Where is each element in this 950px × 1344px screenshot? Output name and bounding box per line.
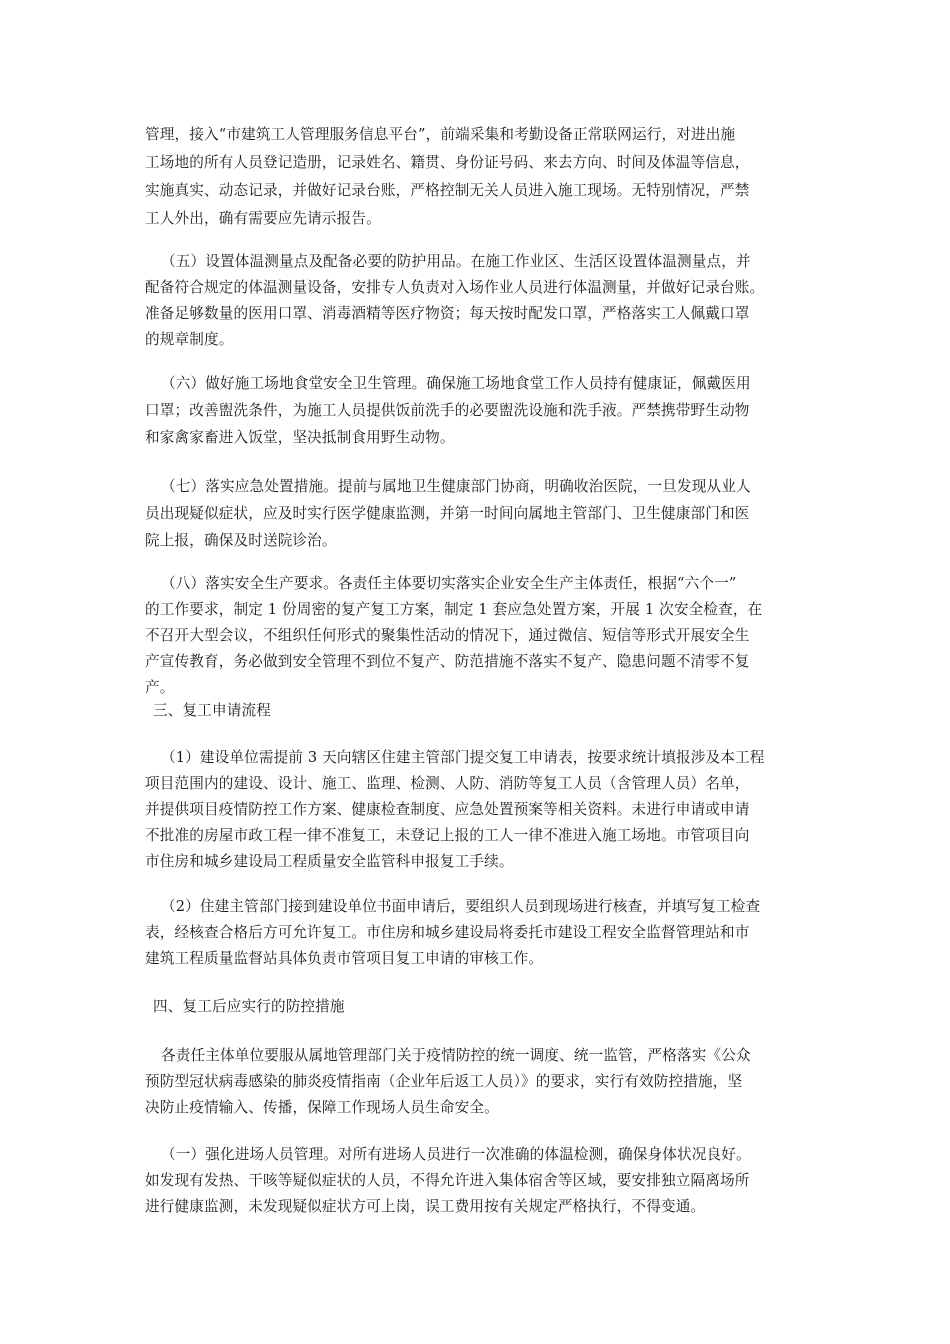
text-line: 产。: [145, 679, 175, 696]
text-line: （八）落实安全生产要求。各责任主体要切实落实企业安全生产主体责任，根据“六个一”: [161, 575, 737, 592]
text-line: 并提供项目疫情防控工作方案、健康检查制度、应急处置预案等相关资料。未进行申请或申请: [145, 801, 750, 818]
text-line: 员出现疑似症状，应及时实行医学健康监测，并第一时间向属地主管部门、卫生健康部门和医: [145, 505, 750, 522]
text-line: （五）设置体温测量点及配备必要的防护用品。在施工作业区、生活区设置体温测量点，并: [161, 253, 751, 270]
text-line: 院上报，确保及时送院诊治。: [145, 532, 337, 549]
text-line: 决防止疫情输入、传播，保障工作现场人员生命安全。: [145, 1099, 499, 1116]
text-line: （2）住建主管部门接到建设单位书面申请后，要组织人员到现场进行核查，并填写复工检查: [161, 898, 761, 915]
text-line: 工场地的所有人员登记造册，记录姓名、籍贯、身份证号码、来去方向、时间及体温等信息，: [145, 154, 750, 171]
text-line: 市住房和城乡建设局工程质量安全监管科申报复工手续。: [145, 853, 514, 870]
text-line: 产宣传教育，务必做到安全管理不到位不复产、防范措施不落实不复产、隐患问题不清零不复: [145, 653, 750, 670]
text-line: 预防型冠状病毒感染的肺炎疫情指南（企业年后返工人员）》的要求，实行有效防控措施，坚: [145, 1073, 743, 1090]
text-line: 如发现有发热、干咳等疑似症状的人员，不得允许进入集体宿舍等区域，要安排独立隔离场所: [145, 1172, 750, 1189]
text-line: （七）落实应急处置措施。提前与属地卫生健康部门协商，明确收治医院，一旦发现从业人: [161, 478, 751, 495]
text-line: 不召开大型会议，不组织任何形式的聚集性活动的情况下，通过微信、短信等形式开展安全生: [145, 627, 750, 644]
text-line: 管理，接入“市建筑工人管理服务信息平台”，前端采集和考勤设备正常联网运行，对进出施: [145, 126, 736, 143]
text-line: （1）建设单位需提前 3 天向辖区住建主管部门提交复工申请表，按要求统计填报涉及本工程: [161, 749, 765, 766]
text-line: 配备符合规定的体温测量设备，安排专人负责对入场作业人员进行体温测量，并做好记录台账。: [145, 279, 765, 296]
text-line: 和家禽家畜进入饭堂，坚决抵制食用野生动物。: [145, 429, 455, 446]
heading-text: 四、复工后应实行的防控措施: [153, 998, 345, 1015]
text-line: 准备足够数量的医用口罩、消毒酒精等医疗物资；每天按时配发口罩，严格落实工人佩戴口罩: [145, 305, 750, 322]
text-line: 进行健康监测，未发现疑似症状方可上岗，误工费用按有关规定严格执行，不得变通。: [145, 1198, 706, 1215]
text-line: 项目范围内的建设、设计、施工、监理、检测、人防、消防等复工人员（含管理人员）名单，: [145, 775, 750, 792]
text-line: （一）强化进场人员管理。对所有进场人员进行一次准确的体温检测，确保身体状况良好。: [161, 1146, 751, 1163]
text-line: 各责任主体单位要服从属地管理部门关于疫情防控的统一调度、统一监管，严格落实《公众: [161, 1047, 751, 1064]
text-line: 的规章制度。: [145, 331, 234, 348]
text-line: 不批准的房屋市政工程一律不准复工，未登记上报的工人一律不准进入施工场地。市管项目向: [145, 827, 750, 844]
text-line: 建筑工程质量监督站具体负责市管项目复工申请的审核工作。: [145, 950, 544, 967]
text-line: 口罩；改善盥洗条件，为施工人员提供饭前洗手的必要盥洗设施和洗手液。严禁携带野生动物: [145, 402, 750, 419]
text-line: （六）做好施工场地食堂安全卫生管理。确保施工场地食堂工作人员持有健康证，佩戴医用: [161, 375, 751, 392]
text-line: 表，经核查合格后方可允许复工。市住房和城乡建设局将委托市建设工程安全监督管理站和市: [145, 924, 750, 941]
heading-text: 三、复工申请流程: [153, 702, 271, 719]
text-line: 工人外出，确有需要应先请示报告。: [145, 210, 381, 227]
text-line: 的工作要求，制定 1 份周密的复产复工方案，制定 1 套应急处置方案，开展 1 次安全检查，在: [145, 601, 763, 618]
text-line: 实施真实、动态记录，并做好记录台账，严格控制无关人员进入施工现场。无特别情况，严禁: [145, 182, 750, 199]
